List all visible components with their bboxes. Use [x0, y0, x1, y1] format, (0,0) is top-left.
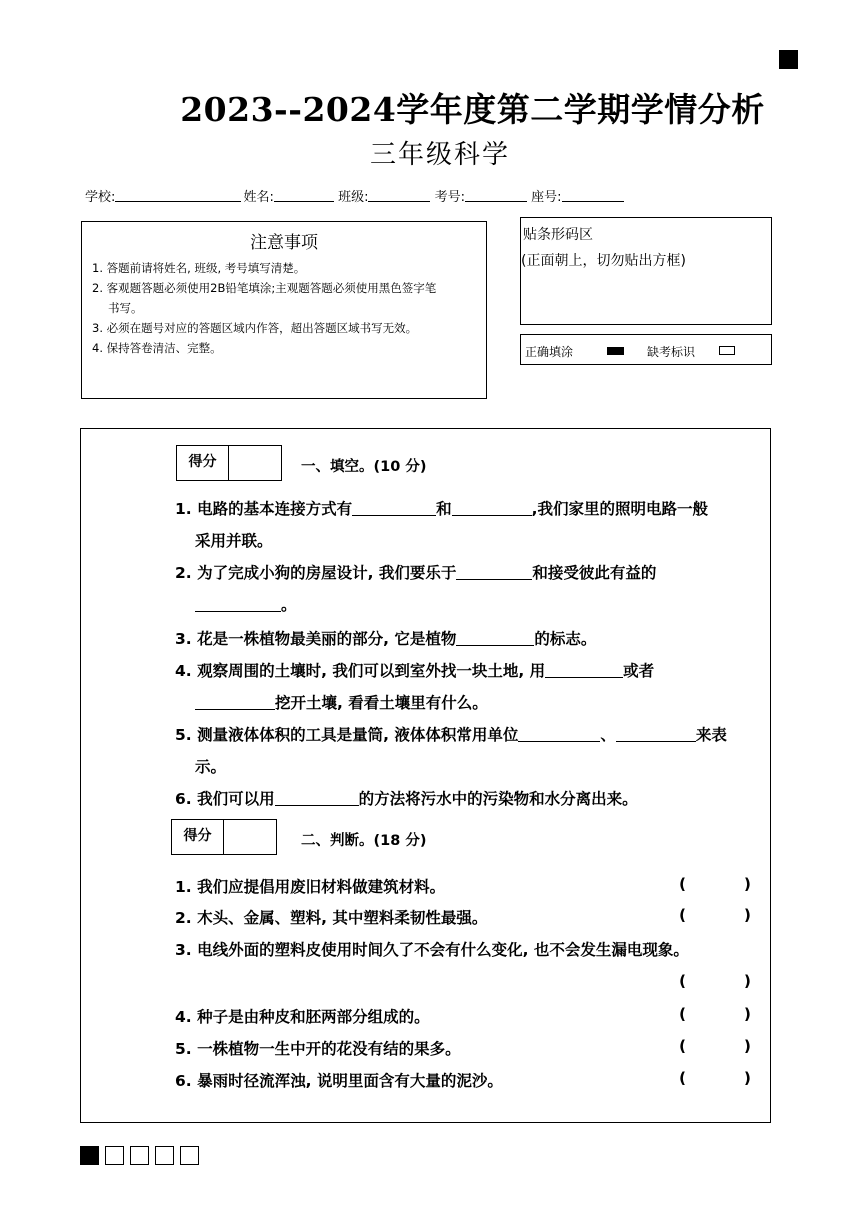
page-subtitle: 三年级科学 [369, 140, 510, 170]
notice-item: 3. 必须在题号对应的答题区域内作答，超出答题区域书写无效。 [92, 321, 418, 335]
answer-blank[interactable] [518, 727, 600, 742]
name-label: 姓名: [243, 190, 274, 205]
section1-heading: 一、填空。(10 分) [301, 459, 427, 475]
question-4-continued: 挖开土壤, 看看土壤里有什么。 [195, 691, 488, 713]
seat-number-field[interactable] [562, 189, 624, 202]
question-6: 6. 我们可以用 的方法将污水中的污染物和水分离出来。 [175, 790, 638, 808]
answer-blank[interactable] [195, 695, 275, 710]
judgement-item: 1. 我们应提倡用废旧材料做建筑材料。 [175, 878, 446, 896]
question-5: 5. 测量液体体积的工具是量筒, 液体体积常用单位 、 来表 [175, 726, 727, 744]
barcode-note: (正面朝上，切勿贴出方框) [521, 253, 686, 269]
notice-item: 2. 客观题答题必须使用2B铅笔填涂;主观题答题必须使用黑色签字笔 [92, 281, 437, 295]
class-field[interactable] [368, 189, 430, 202]
correct-fill-sample [607, 347, 624, 355]
question-3: 3. 花是一株植物最美丽的部分, 它是植物 的标志。 [175, 630, 597, 648]
exam-number-field[interactable] [465, 189, 527, 202]
school-label: 学校: [85, 190, 116, 205]
judgement-item: 4. 种子是由种皮和胚两部分组成的。 [175, 1008, 430, 1026]
section1-score-box [176, 445, 282, 481]
judgement-item: 6. 暴雨时径流浑浊, 说明里面含有大量的泥沙。 [175, 1072, 503, 1090]
question-1: 1. 电路的基本连接方式有 和 ,我们家里的照明电路一般 [175, 500, 708, 518]
answer-parentheses[interactable]: ( ) [679, 1037, 751, 1055]
notice-item: 书写。 [108, 301, 143, 315]
page-title: 2023--2024学年度第二学期学情分析 [180, 90, 765, 129]
empty-page-box [155, 1146, 174, 1165]
answer-blank[interactable] [456, 565, 532, 580]
answer-parentheses[interactable]: ( ) [679, 1005, 751, 1023]
empty-page-box [105, 1146, 124, 1165]
exam-number-label: 考号: [434, 190, 465, 205]
judgement-item: 2. 木头、金属、塑料, 其中塑料柔韧性最强。 [175, 909, 488, 927]
question-1-continued: 采用并联。 [195, 532, 273, 550]
page-indicator-boxes [80, 1146, 199, 1165]
score-label: 得分 [172, 820, 224, 854]
empty-page-box [180, 1146, 199, 1165]
answer-blank[interactable] [545, 663, 623, 678]
notice-list [92, 258, 478, 358]
answer-parentheses[interactable]: ( ) [679, 875, 751, 893]
section2-score-box [171, 819, 277, 855]
answer-blank[interactable] [452, 501, 532, 516]
fill-legend [520, 334, 772, 365]
absent-mark-checkbox[interactable] [719, 346, 735, 355]
question-2: 2. 为了完成小狗的房屋设计, 我们要乐于 和接受彼此有益的 [175, 564, 657, 582]
filled-page-box [80, 1146, 99, 1165]
section2-heading: 二、判断。(18 分) [301, 833, 427, 849]
question-5-continued: 示。 [195, 758, 227, 776]
score-label: 得分 [177, 446, 229, 480]
empty-page-box [130, 1146, 149, 1165]
notice-item: 1. 答题前请将姓名, 班级, 考号填写清楚。 [92, 261, 306, 275]
answer-blank[interactable] [275, 791, 359, 806]
answer-blank[interactable] [616, 727, 696, 742]
answer-parentheses[interactable]: ( ) [679, 1069, 751, 1087]
class-label: 班级: [338, 190, 369, 205]
judgement-item: 3. 电线外面的塑料皮使用时间久了不会有什么变化, 也不会发生漏电现象。 [175, 941, 689, 959]
barcode-label: 贴条形码区 [523, 227, 593, 243]
notice-title: 注意事项 [250, 233, 318, 253]
judgement-item: 5. 一株植物一生中开的花没有结的果多。 [175, 1040, 461, 1058]
answer-blank[interactable] [456, 631, 534, 646]
school-field[interactable] [115, 189, 241, 202]
answer-area [80, 428, 771, 1123]
corner-registration-mark [779, 50, 798, 69]
question-4: 4. 观察周围的土壤时, 我们可以到室外找一块土地, 用 或者 [175, 662, 655, 680]
name-field[interactable] [274, 189, 334, 202]
answer-blank[interactable] [195, 597, 281, 612]
seat-number-label: 座号: [531, 190, 562, 205]
answer-parentheses[interactable]: ( ) [679, 972, 751, 990]
notice-box [81, 221, 487, 399]
absent-mark-label: 缺考标识 [647, 345, 696, 359]
answer-parentheses[interactable]: ( ) [679, 906, 751, 924]
question-2-continued: 。 [195, 593, 297, 615]
notice-item: 4. 保持答卷清洁、完整。 [92, 341, 222, 355]
barcode-area [520, 217, 772, 325]
student-info-row [85, 186, 624, 205]
answer-blank[interactable] [352, 501, 436, 516]
correct-fill-label: 正确填涂 [525, 345, 574, 359]
